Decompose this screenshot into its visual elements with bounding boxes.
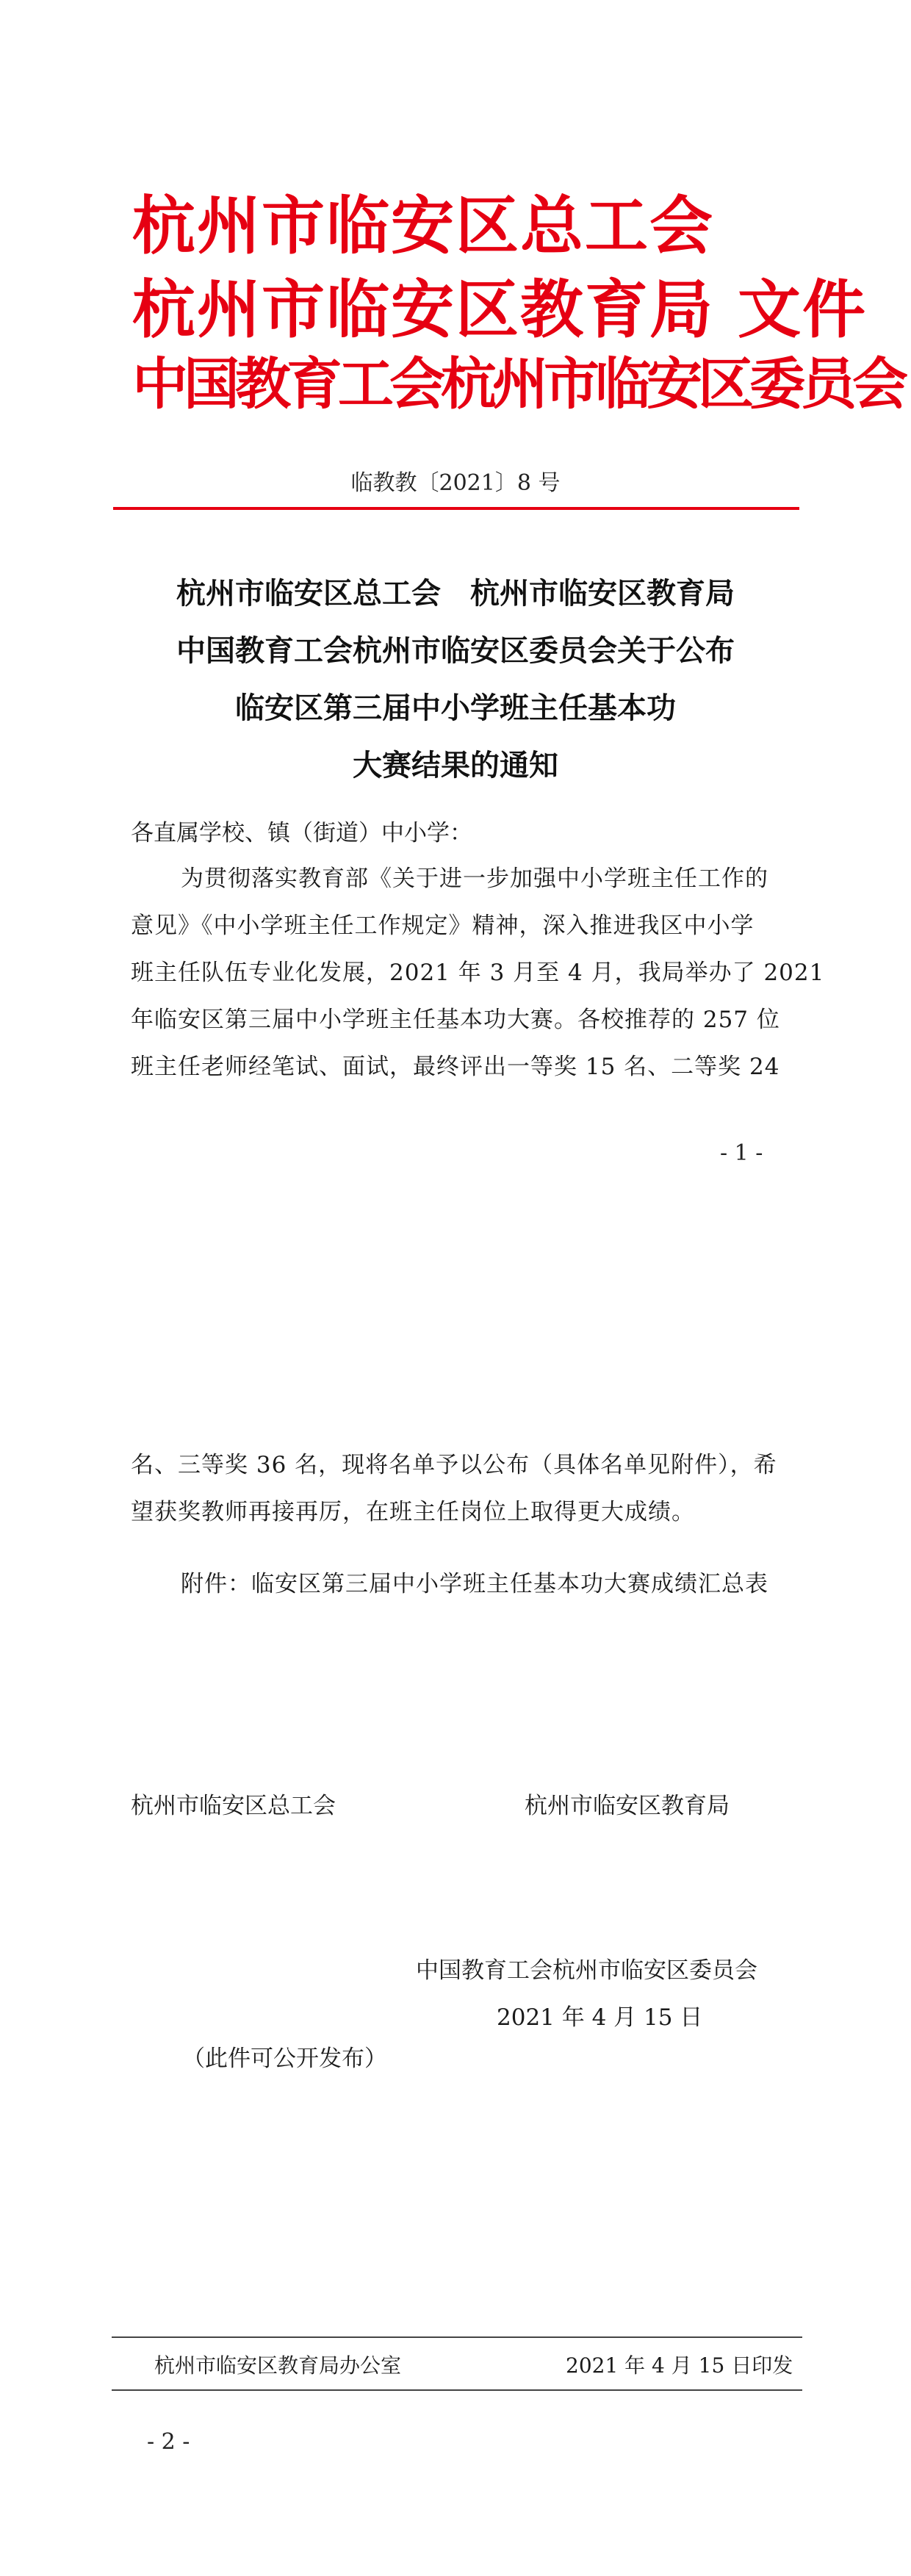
body-line-4: 年临安区第三届中小学班主任基本功大赛。各校推荐的 257 位 [131, 1007, 780, 1033]
body-line-6: 名、三等奖 36 名，现将名单予以公布（具体名单见附件），希 [131, 1452, 777, 1478]
signature-org-2: 杭州市临安区教育局 [525, 1793, 730, 1819]
body-line-7: 望获奖教师再接再厉，在班主任岗位上取得更大成绩。 [131, 1499, 695, 1525]
signature-org-1: 杭州市临安区总工会 [131, 1793, 336, 1819]
red-divider [113, 507, 799, 510]
body-line-3: 班主任队伍专业化发展，2021 年 3 月至 4 月，我局举办了 2021 [131, 960, 825, 986]
signature-date: 2021 年 4 月 15 日 [497, 2004, 703, 2031]
addressee: 各直属学校、镇（街道）中小学： [131, 820, 472, 846]
title-line-3: 临安区第三届中小学班主任基本功 [235, 691, 676, 725]
attachment-note: 附件：临安区第三届中小学班主任基本功大赛成绩汇总表 [181, 1571, 768, 1597]
title-line-4: 大赛结果的通知 [353, 748, 558, 782]
document-number: 临教教〔2021〕8 号 [350, 470, 561, 496]
footer-rule-bottom [112, 2389, 802, 2391]
header-org-2: 杭州市临安区教育局 文件 [132, 273, 867, 347]
signature-org-3: 中国教育工会杭州市临安区委员会 [416, 1957, 757, 1984]
title-line-2: 中国教育工会杭州市临安区委员会关于公布 [176, 633, 735, 668]
body-line-1: 为贯彻落实教育部《关于进一步加强中小学班主任工作的 [181, 866, 768, 892]
footer-office: 杭州市临安区教育局办公室 [154, 2353, 402, 2378]
page-number-1: - 1 - [720, 1140, 763, 1166]
footer-print-date: 2021 年 4 月 15 日印发 [566, 2353, 793, 2378]
body-line-2: 意见》《中小学班主任工作规定》精神，深入推进我区中小学 [131, 913, 755, 939]
publish-note: （此件可公开发布） [182, 2046, 387, 2072]
header-org-1: 杭州市临安区总工会 [132, 189, 714, 263]
footer-rule-top [112, 2336, 802, 2338]
page-number-2: - 2 - [147, 2429, 190, 2455]
title-line-1: 杭州市临安区总工会 杭州市临安区教育局 [176, 576, 735, 611]
body-line-5: 班主任老师经笔试、面试，最终评出一等奖 15 名、二等奖 24 [131, 1054, 780, 1080]
header-org-3: 中国教育工会杭州市临安区委员会 [132, 351, 904, 417]
